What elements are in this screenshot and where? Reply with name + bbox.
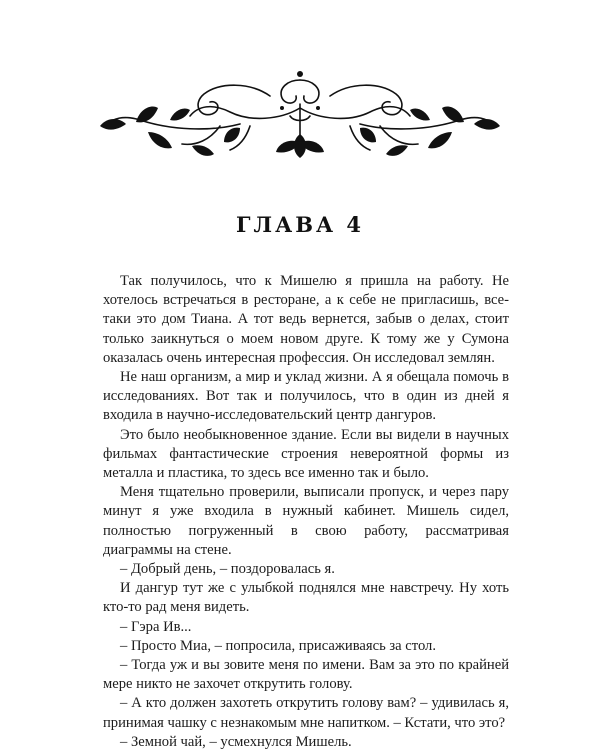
paragraph: – Земной чай, – усмехнулся Мишель. [120, 733, 352, 750]
paragraph: – Просто Миа, – попросила, присаживаясь за стол. [120, 637, 436, 654]
floral-flourish-icon [100, 60, 500, 160]
paragraph: Это было необыкновенное здание. Если вы видели в научных фильмах фантастические строения невероятной формы из металла и пластика, то здесь все именно так и было. [103, 426, 509, 482]
paragraph: Не наш организм, а мир и уклад жизни. А я обещала помочь в исследованиях. Вот так и получилось, что в один из дней я входила в научно-исследовательский центр дангуров. [103, 369, 509, 424]
chapter-body [103, 272, 509, 752]
paragraph: Так получилось, что к Мишелю я пришла на работу. Не хотелось встречаться в ресторане, а к себе не пригласишь, все-таки это дом Тиана. А тот ведь вернется, забыв о делах, стоит только заикнуться о моем новом друге. К тому же у Сумона оказалась очень интересная профессия. Он исследовал землян. [103, 273, 509, 366]
paragraph: – Добрый день, – поздоровалась я. [120, 561, 335, 578]
paragraph: – Тогда уж и вы зовите меня по имени. Вам за это по крайней мере никто не захочет открутить голову. [103, 657, 509, 693]
chapter-title: ГЛАВА 4 [236, 212, 364, 237]
paragraph: – А кто должен захотеть открутить голову вам? – удивилась я, принимая чашку с незнакомым мне напитком. – Кстати, что это? [103, 695, 509, 731]
paragraph: Меня тщательно проверили, выписали пропуск, и через пару минут я уже входила в нужный кабинет. Мишель сидел, полностью погруженный в свою работу, рассматривая диаграммы на стене. [103, 484, 509, 558]
paragraph: – Гэра Ив... [120, 618, 192, 635]
paragraph: И дангур тут же с улыбкой поднялся мне навстречу. Ну хоть кто-то рад меня видеть. [103, 580, 509, 616]
